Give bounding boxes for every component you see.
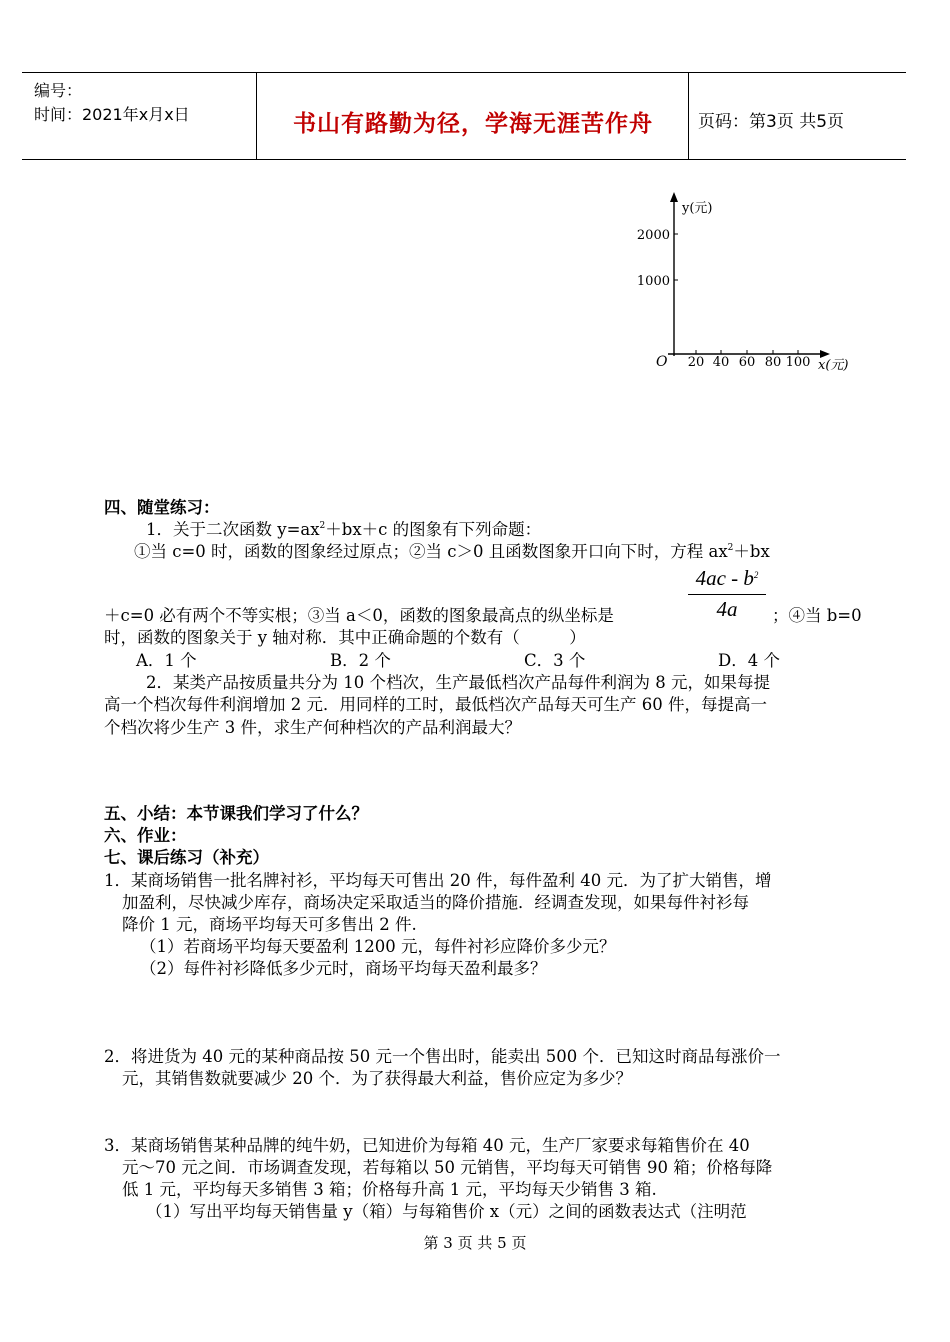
x-tick-label: 20: [687, 355, 705, 370]
numerator-text: 4ac - b: [695, 566, 754, 590]
header-divider: [688, 73, 689, 159]
page-footer: 第 3 页 共 5 页: [423, 1234, 527, 1252]
x-tick-label: 60: [738, 355, 756, 370]
p1-line1: 1．某商场销售一批名牌衬衫，平均每天可售出 20 件，每件盈利 40 元．为了扩大销售，增: [104, 871, 772, 890]
section4-title: 四、随堂练习：: [104, 498, 220, 517]
x-tick-label: 100: [785, 355, 811, 370]
superscript: 2: [753, 570, 759, 580]
option-b: B．2 个: [330, 651, 391, 670]
q1-text: ＋bx: [733, 542, 770, 561]
fraction-denominator: 4a: [716, 597, 738, 621]
header-motto: 书山有路勤为径，学海无涯苦作舟: [293, 111, 653, 137]
q1-text: ＋bx＋c 的图象有下列命题：: [325, 520, 542, 539]
p3-line1: 3．某商场销售某种品牌的纯牛奶，已知进价为每箱 40 元，生产厂家要求每箱售价在 40: [104, 1136, 750, 1155]
section5-title: 五、小结：本节课我们学习了什么？: [104, 804, 368, 823]
y-tick-label: 2000: [636, 228, 670, 243]
superscript: 2: [319, 521, 326, 531]
p3-sub1: （1）写出平均每天销售量 y（箱）与每箱售价 x（元）之间的函数表达式（注明范: [146, 1202, 747, 1221]
q2-line1: 2．某类产品按质量共分为 10 个档次，生产最低档次产品每件利润为 8 元，如果每提: [146, 673, 770, 692]
header-page-label: 页码：第3页 共5页: [698, 112, 845, 132]
option-c: C．3 个: [524, 651, 586, 670]
y-axis-label: y(元): [682, 201, 713, 216]
p3-line3: 低 1 元，平均每天多销售 3 箱；价格每升高 1 元，平均每天少销售 3 箱.: [122, 1180, 657, 1199]
number-label: 编号：: [34, 81, 83, 100]
p2-line2: 元，其销售数就要减少 20 个．为了获得最大利益，售价应定为多少？: [122, 1069, 632, 1088]
coordinate-graph: [630, 188, 866, 374]
y-axis-arrow: [670, 192, 678, 202]
q1-line4: 时，函数的图象关于 y 轴对称．其中正确命题的个数有（ ）: [104, 628, 586, 647]
q2-line2: 高一个档次每件利润增加 2 元．用同样的工时，最低档次产品每天可生产 60 件，每提高一: [104, 695, 767, 714]
q2-line3: 个档次将少生产 3 件，求生产何种档次的产品利润最大？: [104, 718, 521, 737]
section6-title: 六、作业：: [104, 826, 187, 845]
header-divider: [256, 73, 257, 159]
option-d: D．4 个: [718, 651, 780, 670]
q1-text: 1．关于二次函数 y=ax: [146, 520, 320, 539]
p1-sub2: （2）每件衬衫降低多少元时，商场平均每天盈利最多？: [140, 959, 547, 978]
y-tick-label: 1000: [636, 274, 670, 289]
superscript: 2: [727, 543, 734, 553]
q1-text: ①当 c=0 时，函数的图象经过原点；②当 c＞0 且函数图象开口向下时，方程 ax: [134, 542, 728, 561]
page-header: [22, 72, 906, 160]
x-axis-label: x(元): [818, 358, 849, 373]
vertex-fraction: [686, 566, 768, 622]
q1-line3: ＋c=0 必有两个不等实根；③当 a＜0，函数的图象最高点的纵坐标是: [104, 606, 614, 625]
x-axis-arrow: [820, 350, 830, 358]
x-tick-label: 80: [764, 355, 782, 370]
p2-line1: 2．将进货为 40 元的某种商品按 50 元一个售出时，能卖出 500 个．已知这时商品每涨价一: [104, 1047, 781, 1066]
option-a: A．1 个: [136, 651, 197, 670]
q1-line1: [146, 520, 541, 540]
origin-label: O: [656, 354, 668, 370]
p1-line3: 降价 1 元，商场平均每天可多售出 2 件.: [122, 915, 417, 934]
x-tick-label: 40: [712, 355, 730, 370]
q1-line3-end: ；④当 b=0: [772, 606, 862, 625]
p3-line2: 元～70 元之间．市场调查发现，若每箱以 50 元销售，平均每天可销售 90 箱；价格每降: [122, 1158, 773, 1177]
q1-line2: [134, 542, 770, 562]
header-meta: [34, 79, 190, 127]
section7-title: 七、课后练习（补充）: [104, 848, 269, 867]
time-label: 时间：2021年x月x日: [34, 105, 190, 124]
fraction-numerator: [686, 566, 768, 594]
p1-line2: 加盈利，尽快减少库存，商场决定采取适当的降价措施．经调查发现，如果每件衬衫每: [122, 893, 749, 912]
p1-sub1: （1）若商场平均每天要盈利 1200 元，每件衬衫应降价多少元？: [140, 937, 616, 956]
